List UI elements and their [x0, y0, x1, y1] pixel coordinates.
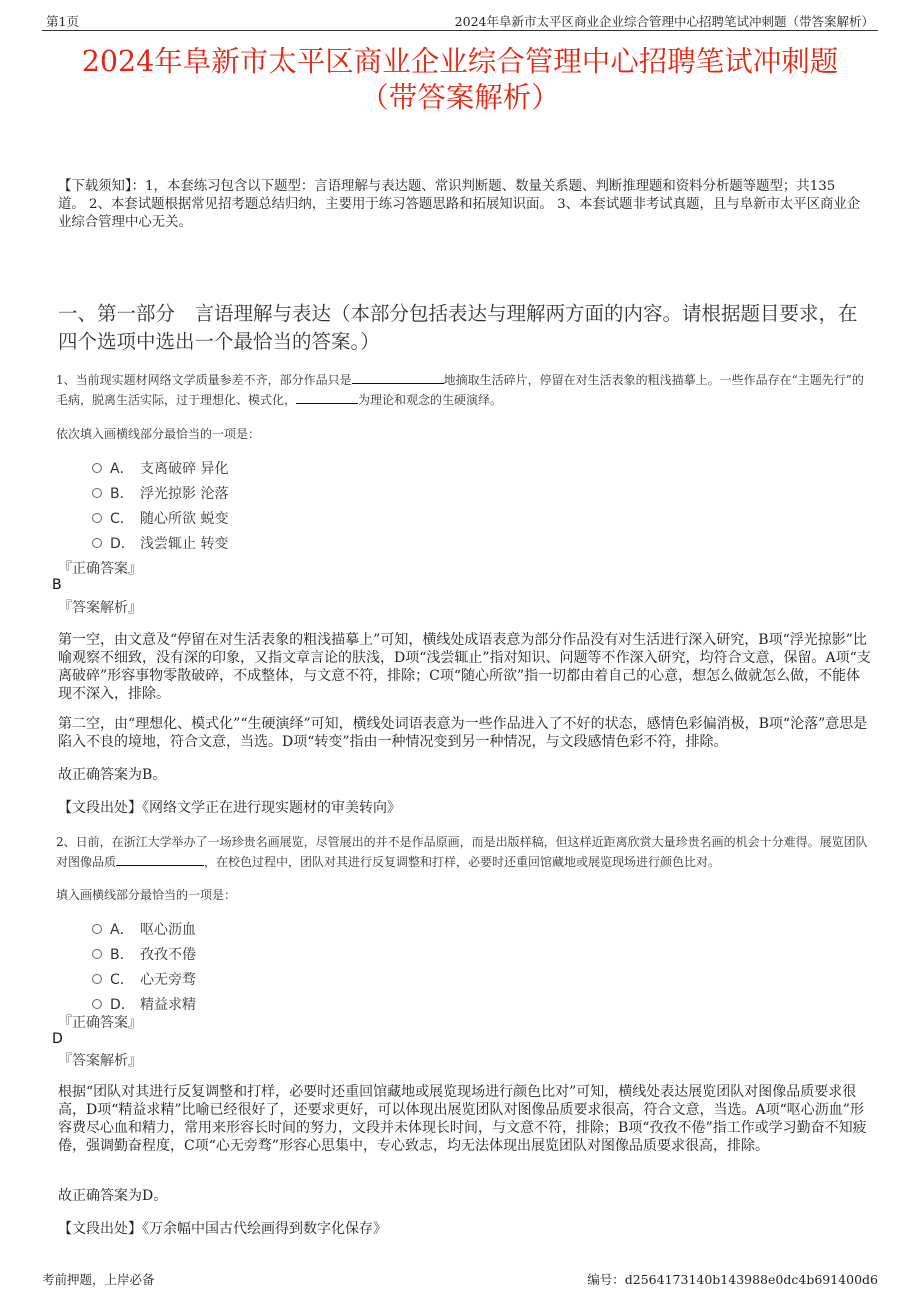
question-2-option-a[interactable]: A． 呕心沥血: [92, 919, 196, 939]
question-2-answer: D: [52, 1031, 63, 1047]
page-footer: [42, 1268, 878, 1288]
radio-icon[interactable]: [92, 463, 102, 473]
question-2-analysis-1: 根据“团队对其进行反复调整和打样，必要时还重回馆藏地或展览现场进行颜色比对”可知，横线处表达展览团队对图像品质要求很高，D项“精益求精”比喻已经很好了，还要求更好，可以体现出展览团队对图像品质要求很高，符合文意，当选。A项“呕心沥血”形容费尽心血和精力，常用来形容长时间的努力，文段并未体现长时间，与文意不符，排除；B项“孜孜不倦”指工作或学习勤奋不知疲倦，强调勤奋程度，C项“心无旁骛”形容心思集中，专心致志，均无法体现出展览团队对图像品质要求很高，排除。: [58, 1084, 867, 1154]
radio-icon[interactable]: [92, 999, 102, 1009]
question-2-source: 【文段出处】《万余幅中国古代绘画得到数字化保存》: [58, 1221, 387, 1237]
question-2-stem-b: ，在校色过程中，团队对其进行反复调整和打样，必要时还重回馆藏地或展览现场进行颜色比对。: [204, 855, 721, 869]
correct-answer-label: 『正确答案』: [58, 561, 142, 577]
header-doc-title: 2024年阜新市太平区商业企业综合管理中心招聘笔试冲刺题（带答案解析）: [454, 14, 874, 29]
question-1-conclusion: 故正确答案为B。: [58, 767, 167, 783]
question-1-option-c[interactable]: C． 随心所欲 蜕变: [92, 508, 228, 528]
radio-icon[interactable]: [92, 488, 102, 498]
question-1-analysis-2: 第二空，由“理想化、模式化”“生硬演绎”可知，横线处词语表意为一些作品进入了不好的状态，感情色彩偏消极，B项“沦落”意思是陷入不良的境地，符合文意，当选。D项“转变”指由一种情况变到另一种情况，与文段感情色彩不符，排除。: [58, 716, 868, 750]
question-2-option-b[interactable]: B． 孜孜不倦: [92, 944, 196, 964]
radio-icon[interactable]: [92, 513, 102, 523]
analysis-label: 『答案解析』: [58, 600, 142, 616]
question-1-analysis-1: 第一空，由文意及“停留在对生活表象的粗浅描摹上”可知，横线处成语表意为部分作品没有对生活进行深入研究，B项“浮光掠影”比喻观察不细致，没有深的印象，又指文章言论的肤浅，D项“浅尝辄止”指对知识、问题等不作深入研究，均符合文意，保留。A项“支离破碎”形容事物零散破碎，不成整体，与文意不符，排除；C项“随心所欲”指一切都由着自己的心意，想怎么做就怎么做，不能体现不深入，排除。: [58, 632, 871, 702]
footer-doc-id: 编号：d2564173140b143988e0dc4b691400d6: [587, 1272, 878, 1287]
question-1-answer: B: [52, 577, 62, 593]
question-2-instruction: 填入画横线部分最恰当的一项是：: [56, 888, 237, 902]
answer-blank: [296, 391, 358, 404]
radio-icon[interactable]: [92, 538, 102, 548]
question-1-stem-b: 地摘取生活碎片，停留在对生活表象的粗浅描摹上。一些作品存在“主题先行”的毛病，脱离生活实际，过于理想化、模式化，: [56, 373, 864, 407]
answer-blank: [352, 371, 444, 384]
question-1-stem-a: 1、当前现实题材网络文学质量参差不齐，部分作品只是: [56, 373, 352, 387]
question-1-option-d[interactable]: D． 浅尝辄止 转变: [92, 533, 228, 553]
question-1-option-a[interactable]: A． 支离破碎 异化: [92, 458, 228, 478]
page-header: [42, 10, 878, 31]
analysis-label: 『答案解析』: [58, 1053, 142, 1069]
correct-answer-label: 『正确答案』: [58, 1015, 142, 1031]
question-1-instruction: 依次填入画横线部分最恰当的一项是：: [56, 427, 261, 441]
title-line-1: 2024年阜新市太平区商业企业综合管理中心招聘笔试冲刺题: [81, 45, 839, 78]
radio-icon[interactable]: [92, 974, 102, 984]
question-2-option-c[interactable]: C． 心无旁骛: [92, 969, 196, 989]
download-notice: 【下载须知】：1，本套练习包含以下题型：言语理解与表达题、常识判断题、数量关系题、判断推理题和资料分析题等题型；共135道。 2、本套试题根据常见招考题总结归纳，主要用于练习答题思路和拓展知识面。 3、本套试题非考试真题，且与阜新市太平区商业企业综合管理中心无关。: [58, 179, 861, 230]
question-1-source: 【文段出处】《网络文学正在进行现实题材的审美转向》: [58, 800, 401, 816]
question-1-stem-c: 为理论和观念的生硬演绎。: [358, 393, 503, 407]
question-1-stem: [56, 370, 874, 410]
page-number: 第1页: [46, 14, 79, 29]
section-heading: 一、第一部分 言语理解与表达（本部分包括表达与理解两方面的内容。请根据题目要求，在四个选项中选出一个最恰当的答案。）: [58, 302, 858, 353]
footer-slogan: 考前押题，上岸必备: [42, 1272, 155, 1287]
document-title: [40, 44, 880, 116]
title-line-2: （带答案解析）: [360, 81, 560, 114]
question-2-stem-a: 2、日前，在浙江大学举办了一场珍贵名画展览，尽管展出的并不是作品原画，而是出版样稿，但这样近距离欣赏大量珍贵名画的机会十分难得。展览团队对图像品质: [56, 835, 868, 869]
question-2-conclusion: 故正确答案为D。: [58, 1188, 168, 1204]
question-2-option-d[interactable]: D． 精益求精: [92, 994, 196, 1014]
radio-icon[interactable]: [92, 949, 102, 959]
radio-icon[interactable]: [92, 924, 102, 934]
question-1-option-b[interactable]: B． 浮光掠影 沦落: [92, 483, 228, 503]
question-2-stem: [56, 832, 874, 872]
answer-blank: [116, 853, 204, 866]
